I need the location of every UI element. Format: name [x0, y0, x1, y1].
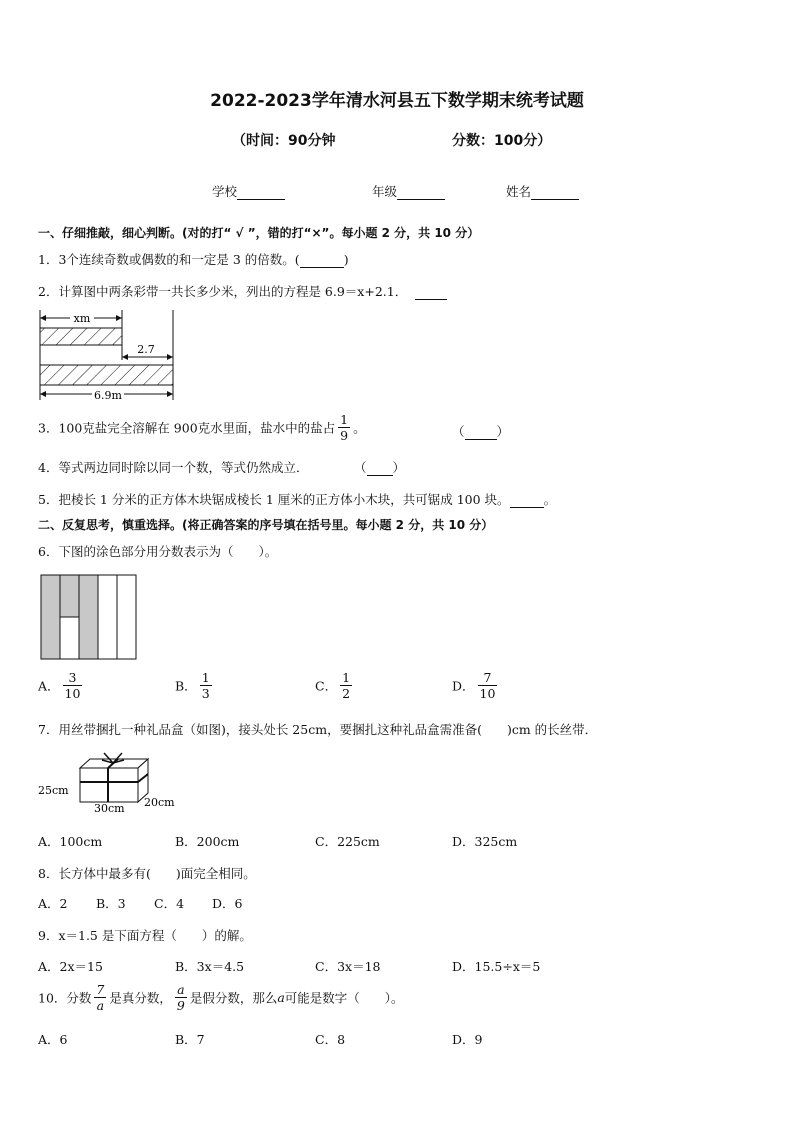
q10-fraction-2: $\frac{a}{9}$ — [176, 982, 185, 1013]
q10-fraction-1: $\frac{7}{a}$ — [96, 982, 105, 1013]
q3-fraction: $\frac{1}{9}$ — [340, 412, 349, 443]
q7-option-a[interactable]: A．100cm — [38, 834, 103, 849]
q8-option-a[interactable]: A．2 — [38, 896, 68, 911]
q5-answer-blank[interactable] — [510, 492, 544, 508]
label-xm: xm — [73, 312, 91, 325]
q9-option-a[interactable]: A．2x＝15 — [38, 959, 103, 974]
question-3: 3．100克盐完全溶解在 900克水里面，盐水中的盐占 $\frac{1}{9}$ 。 — [38, 412, 366, 443]
q7-option-d[interactable]: D．325cm — [452, 834, 518, 849]
question-8: 8．长方体中最多有( )面完全相同。 — [38, 866, 256, 881]
name-label: 姓名 — [506, 184, 532, 199]
q2-answer-blank[interactable] — [415, 284, 447, 300]
q6-option-a[interactable]: A． $\frac{3}{10}$ — [38, 670, 81, 701]
question-7: 7．用丝带捆扎一种礼品盒（如图)，接头处长 25cm，要捆扎这种礼品盒需准备( )cm 的长丝带． — [38, 722, 598, 737]
question-5: 5．把棱长 1 分米的正方体木块锯成棱长 1 厘米的正方体小木块，共可锯成 100 块。 。 — [38, 492, 557, 507]
section2-heading: 二、反复思考，慎重选择。(将正确答案的序号填在括号里。每小题 2 分，共 10 分） — [38, 518, 494, 532]
name-field[interactable] — [506, 182, 579, 200]
q10-option-b[interactable]: B．7 — [175, 1032, 205, 1047]
shaded-strips-figure — [40, 574, 138, 662]
q8-option-b[interactable]: B．3 — [96, 896, 126, 911]
q10-option-c[interactable]: C．8 — [315, 1032, 346, 1047]
label-30cm: 30cm — [94, 802, 125, 814]
grade-label: 年级 — [372, 184, 398, 199]
q4-answer[interactable]: （ ） — [354, 460, 406, 475]
school-blank[interactable] — [237, 184, 285, 200]
q9-option-c[interactable]: C．3x＝18 — [315, 959, 381, 974]
question-1: 1．3个连续奇数或偶数的和一定是 3 的倍数。( ) — [38, 252, 349, 267]
question-4: 4．等式两边同时除以同一个数，等式仍然成立． — [38, 460, 309, 475]
question-9: 9．x＝1.5 是下面方程（ ）的解。 — [38, 928, 252, 943]
q7-option-b[interactable]: B．200cm — [175, 834, 240, 849]
exam-time: （时间：90分钟 — [232, 133, 336, 149]
exam-score: 分数：100分） — [452, 133, 552, 149]
question-2: 2．计算图中两条彩带一共长多少米，列出的方程是 6.9＝x+2.1． — [38, 282, 447, 300]
q6-option-b[interactable]: B． $\frac{1}{3}$ — [175, 670, 210, 701]
q4-answer-blank[interactable] — [367, 460, 393, 476]
school-label: 学校 — [212, 184, 238, 199]
question-6: 6．下图的涂色部分用分数表示为（ ）。 — [38, 544, 278, 559]
q8-option-c[interactable]: C．4 — [154, 896, 185, 911]
section1-heading: 一、仔细推敲，细心判断。(对的打“ √ ”，错的打“×”。每小题 2 分，共 10 分） — [38, 226, 480, 240]
ribbon-top — [40, 328, 122, 345]
ribbon-bottom — [40, 365, 173, 385]
q1-answer-blank[interactable] — [300, 252, 344, 268]
q8-option-d[interactable]: D．6 — [212, 896, 243, 911]
grade-field[interactable] — [372, 182, 445, 200]
q9-option-b[interactable]: B．3x＝4.5 — [175, 959, 245, 974]
q3-answer-blank[interactable] — [465, 424, 497, 440]
page-title: 2022-2023学年清水河县五下数学期末统考试题 — [210, 91, 584, 111]
ribbon-figure — [36, 308, 178, 404]
q6-option-c[interactable]: C． $\frac{1}{2}$ — [315, 670, 351, 701]
label-6-9m: 6.9m — [94, 389, 122, 402]
question-10: 10．分数 $\frac{7}{a}$ 是真分数， $\frac{a}{9}$ 是假分数，那么a可能是数字（ ）。 — [38, 982, 404, 1013]
q10-option-d[interactable]: D．9 — [452, 1032, 483, 1047]
q7-option-c[interactable]: C．225cm — [315, 834, 380, 849]
name-blank[interactable] — [531, 184, 579, 200]
q3-answer[interactable]: （ ） — [452, 424, 510, 439]
label-2-7: 2.7 — [137, 343, 155, 356]
gift-box-figure — [36, 752, 186, 814]
grade-blank[interactable] — [397, 184, 445, 200]
label-20cm: 20cm — [144, 796, 175, 809]
q9-option-d[interactable]: D．15.5÷x＝5 — [452, 959, 541, 974]
q10-option-a[interactable]: A．6 — [38, 1032, 68, 1047]
school-field[interactable] — [212, 182, 285, 200]
label-25cm: 25cm — [38, 784, 69, 797]
q6-option-d[interactable]: D． $\frac{7}{10}$ — [452, 670, 496, 701]
